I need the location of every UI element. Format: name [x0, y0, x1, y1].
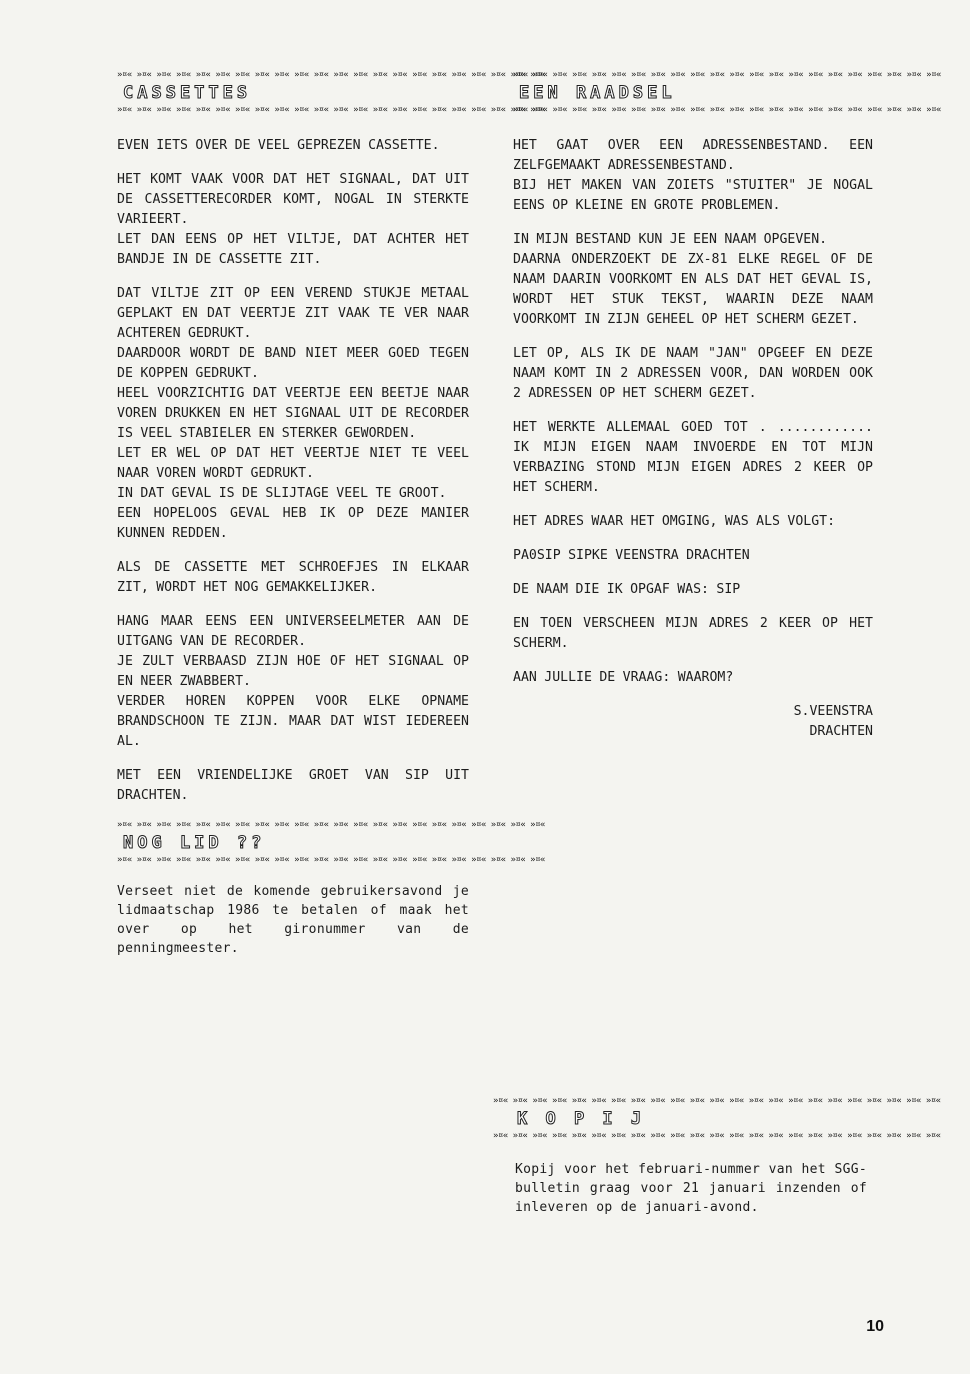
paragraph: IN MIJN BESTAND KUN JE EEN NAAM OPGEVEN. — [513, 232, 828, 247]
paragraph: DAT VILTJE ZIT OP EEN VEREND STUKJE METAAL GEPLAKT EN DAT VEERTJE ZIT VAAK TE VER NAAR ACHTEREN GEDRUKT. — [117, 286, 469, 341]
paragraph: JE ZULT VERBAASD ZIJN HOE OF HET SIGNAAL OP EN NEER ZWABBERT. — [117, 654, 469, 689]
nog-lid-text: Verseet niet de komende gebruikersavond je lidmaatschap 1986 te betalen of maak het over op het gironummer van de penningmeester. — [117, 884, 469, 956]
paragraph: HEEL VOORZICHTIG DAT VEERTJE EEN BEETJE NAAR VOREN DRUKKEN EN HET SIGNAAL UIT DE RECORDER IS VEEL STABIELER EN STERKER GEWORDEN. — [117, 386, 469, 441]
cassettes-title: CASSETTES — [123, 83, 252, 103]
paragraph: HANG MAAR EENS EEN UNIVERSEELMETER AAN DE UITGANG VAN DE RECORDER. — [117, 614, 469, 649]
paragraph: LET OP, ALS IK DE NAAM "JAN" OPGEEF EN DEZE NAAM KOMT IN 2 ADRESSEN VOOR, DAN WORDEN OOK 2 ADRESSEN OP HET SCHERM GEZET. — [513, 346, 873, 401]
raadsel-title: EEN RAADSEL — [519, 83, 676, 103]
paragraph: HET ADRES WAAR HET OMGING, WAS ALS VOLGT: — [513, 514, 836, 529]
paragraph: VERDER HOREN KOPPEN VOOR ELKE OPNAME BRANDSCHOON TE ZIJN. MAAR DAT WIST IEDEREEN AL. — [117, 694, 469, 749]
paragraph: PA0SIP SIPKE VEENSTRA DRACHTEN — [513, 548, 750, 563]
nog-lid-section — [117, 820, 545, 958]
paragraph: DAARNA ONDERZOEKT DE ZX-81 ELKE REGEL OF DE NAAM DAARIN VOORKOMT EN ALS DAT HET GEVAL IS, WORDT HET STUK TEKST, WAARIN DEZE NAAM VOORKOMT IN ZIJN GEHEEL OP HET SCHERM GEZET. — [513, 252, 873, 327]
decorative-border-bottom: »¤« »¤« »¤« »¤« »¤« »¤« »¤« »¤« »¤« »¤« »¤« »¤« »¤« »¤« »¤« »¤« »¤« »¤« »¤« »¤« »¤« »¤« — [117, 855, 545, 865]
paragraph: ALS DE CASSETTE MET SCHROEFJES IN ELKAAR ZIT, WORDT HET NOG GEMAKKELIJKER. — [117, 560, 469, 595]
paragraph: LET ER WEL OP DAT HET VEERTJE NIET TE VEEL NAAR VOREN WORDT GEDRUKT. — [117, 446, 469, 481]
raadsel-article — [513, 136, 873, 742]
decorative-border-top: »¤« »¤« »¤« »¤« »¤« »¤« »¤« »¤« »¤« »¤« »¤« »¤« »¤« »¤« »¤« »¤« »¤« »¤« »¤« »¤« »¤« »¤« — [117, 70, 545, 80]
decorative-border-bottom: »¤« »¤« »¤« »¤« »¤« »¤« »¤« »¤« »¤« »¤« »¤« »¤« »¤« »¤« »¤« »¤« »¤« »¤« »¤« »¤« »¤« »¤« — [513, 105, 941, 115]
nog-lid-title: NOG LID ?? — [123, 833, 266, 853]
paragraph: EN TOEN VERSCHEEN MIJN ADRES 2 KEER OP HET SCHERM. — [513, 616, 873, 651]
paragraph: EEN HOPELOOS GEVAL HEB IK OP DEZE MANIER KUNNEN REDDEN. — [117, 506, 469, 541]
left-column — [117, 70, 545, 958]
decorative-border-bottom: »¤« »¤« »¤« »¤« »¤« »¤« »¤« »¤« »¤« »¤« »¤« »¤« »¤« »¤« »¤« »¤« »¤« »¤« »¤« »¤« »¤« »¤« — [117, 105, 545, 115]
kopij-title: K O P I J — [517, 1109, 646, 1129]
paragraph: HET KOMT VAAK VOOR DAT HET SIGNAAL, DAT UIT DE CASSETTERECORDER KOMT, NOGAL IN STERKTE VARIEERT. — [117, 172, 469, 227]
paragraph: IN DAT GEVAL IS DE SLIJTAGE VEEL TE GROOT. — [117, 486, 447, 501]
paragraph: MET EEN VRIENDELIJKE GROET VAN SIP UIT DRACHTEN. — [117, 768, 469, 803]
page-number: 10 — [866, 1318, 884, 1335]
paragraph: EVEN IETS OVER DE VEEL GEPREZEN CASSETTE. — [117, 138, 440, 153]
decorative-border-top: »¤« »¤« »¤« »¤« »¤« »¤« »¤« »¤« »¤« »¤« »¤« »¤« »¤« »¤« »¤« »¤« »¤« »¤« »¤« »¤« »¤« »¤« — [513, 70, 941, 80]
paragraph: AAN JULLIE DE VRAAG: WAAROM? — [513, 670, 734, 685]
kopij-text: Kopij voor het februari-nummer van het SGG-bulletin graag voor 21 januari inzenden of inleveren op de januari-avond. — [515, 1162, 867, 1215]
decorative-border-top: »¤« »¤« »¤« »¤« »¤« »¤« »¤« »¤« »¤« »¤« »¤« »¤« »¤« »¤« »¤« »¤« »¤« »¤« »¤« »¤« »¤« »¤« »¤« — [493, 1096, 941, 1106]
decorative-border-top: »¤« »¤« »¤« »¤« »¤« »¤« »¤« »¤« »¤« »¤« »¤« »¤« »¤« »¤« »¤« »¤« »¤« »¤« »¤« »¤« »¤« »¤« — [117, 820, 545, 830]
paragraph: HET WERKTE ALLEMAAL GOED TOT . ............ IK MIJN EIGEN NAAM INVOERDE EN TOT MIJN VERBAZING STOND MIJN EIGEN ADRES 2 KEER OP HET SCHERM. — [513, 420, 873, 495]
paragraph: DE NAAM DIE IK OPGAF WAS: SIP — [513, 582, 741, 597]
signoff-place: DRACHTEN — [809, 724, 873, 739]
signoff-name: S.VEENSTRA — [793, 704, 873, 719]
paragraph: LET DAN EENS OP HET VILTJE, DAT ACHTER HET BANDJE IN DE CASSETTE ZIT. — [117, 232, 469, 267]
cassettes-article — [117, 136, 469, 806]
paragraph: DAARDOOR WORDT DE BAND NIET MEER GOED TEGEN DE KOPPEN GEDRUKT. — [117, 346, 469, 381]
paragraph: BIJ HET MAKEN VAN ZOIETS "STUITER" JE NOGAL EENS OP KLEINE EN GROTE PROBLEMEN. — [513, 178, 873, 213]
right-column — [493, 70, 941, 1215]
kopij-section — [493, 1096, 941, 1217]
paragraph: HET GAAT OVER EEN ADRESSENBESTAND. EEN ZELFGEMAAKT ADRESSENBESTAND. — [513, 138, 873, 173]
decorative-border-bottom: »¤« »¤« »¤« »¤« »¤« »¤« »¤« »¤« »¤« »¤« »¤« »¤« »¤« »¤« »¤« »¤« »¤« »¤« »¤« »¤« »¤« »¤« »¤« — [493, 1131, 941, 1141]
